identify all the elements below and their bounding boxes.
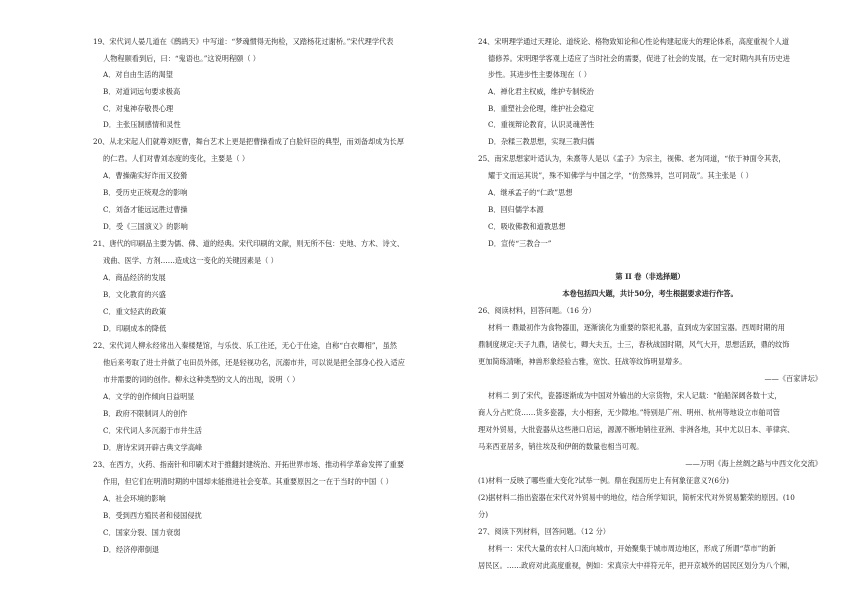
q22-stem: 市井需要的词的创作。柳永这种类型的文人的出现，说明（ ） (103, 375, 300, 384)
q24-stem: 德修养。宋明理学客观上适应了当时社会的需要，促进了社会的发展，在一定时期内具有历史进 (488, 54, 790, 63)
q25-option-b: B．回归儒学本源 (488, 205, 544, 214)
q20-option-c: C．刘备才能远远胜过曹操 (103, 205, 188, 214)
q19-option-a: A．对自由生活的渴望 (103, 70, 173, 79)
q21-option-b: B．文化教育的兴盛 (103, 290, 166, 299)
part-ii-note: 本卷包括四大题，共计50分，考生根据要求进行作答。 (562, 289, 738, 298)
q26-material1: 更加简练清晰，神兽形象经验古雅，宽饮、狂战等纹饰明显增多。 (478, 357, 687, 366)
q27-material1: 材料一：宋代大量的农村人口流向城市，开始聚集于城市周边地区，形成了所谓“草市”的新 (488, 544, 776, 553)
q21-option-d: D．印刷成本的降低 (103, 324, 167, 333)
q19-option-b: B．对道词远句要求极高 (103, 87, 181, 96)
q27-material1: 居民区。……政府对此高度重视，例如：宋真宗大中祥符元年，把开京城外的居民区划分为八个厢， (478, 561, 795, 570)
q23-option-d: D．经济停滞倒退 (103, 545, 160, 554)
q22-stem: 22、宋代词人柳永经常出入秦楼楚馆，与乐伎、乐工往还，无心于仕途，自称“白衣卿相”，虽然 (93, 341, 397, 350)
q21-stem: 21、唐代的印刷品主要为儒、佛、道的经典。宋代印刷的文献，则无所不包：史地、方术、诗文、 (93, 239, 405, 248)
q19-stem: 人物程颐看到后，曰：“鬼语也。”这说明程颐（ ） (103, 54, 260, 63)
q20-stem: 的仁君。人们对曹刘态度的变化，主要是（ ） (103, 154, 250, 163)
q26-material1: 鼎制度规定:天子九鼎，诸侯七，卿大夫五，士三，春秋战国时期，风气大开，思想活跃，鼎的纹饰 (478, 340, 790, 349)
q25-option-c: C．吸收佛教和道教思想 (488, 222, 566, 231)
q25-stem: 耀于文而运其说”，殊不知佛学与中国之学，“仿然殊异，岂可同哉”。其主张是（ ） (488, 171, 753, 180)
q22-stem: 他后来考取了进士并做了屯田员外郎，还是轻视功名，沉溺市井，可以说是把全部身心投入适应 (103, 358, 405, 367)
q19-stem: 19、宋代词人晏几道在《鹧鸪天》中写道：“梦魂惯得无拘检，又踏杨花过谢桥。”宋代理学代表 (93, 37, 394, 46)
q24-stem: 24、宋明理学通过天理论、道统论、格物致知论和心性论构建起庞大的理论体系，高度重视个人道 (478, 37, 790, 46)
q26-material2: 理对外贸易，大批瓷器从这些港口启运，源源不断地销往亚洲、非洲各地，其中尤以日本、菲律宾、 (478, 425, 795, 434)
q21-option-a: A．商品经济的发展 (103, 273, 166, 282)
q26-material1: 材料一 鼎最初作为食物器皿，逐渐演化为重要的祭祀礼器，直到成为家国宝器。西周时期的用 (488, 323, 785, 332)
q27-heading: 27、阅读下列材料，回答问题。（12 分） (478, 527, 610, 536)
q20-option-b: B．受历史正统观念的影响 (103, 188, 188, 197)
q26-material1-source: ——《百家讲坛》 (764, 374, 822, 383)
q26-material2: 材料二 到了宋代，瓷器逐渐成为中国对外输出的大宗货物，宋人记载：“舶船深阔各数十丈， (488, 391, 782, 400)
q24-option-b: B．重塑社会伦理，维护社会稳定 (488, 104, 594, 113)
q26-heading: 26、阅读材料，回答问题。（16 分） (478, 306, 596, 315)
q21-stem: 戏曲、医学、方剂……造成这一变化的关键因素是（ ） (103, 256, 278, 265)
q23-option-b: B．受到西方殖民者和侵国侵扰 (103, 511, 202, 520)
q23-stem: 作用，但它们在明清时期的中国却未能推进社会变革。其重要原因之一在于当时的中国（ ） (103, 477, 393, 486)
q24-option-a: A．禅化君主权威，维护专制统治 (488, 87, 594, 96)
q23-option-a: A．社会环境的影响 (103, 494, 166, 503)
q25-option-d: D．宣传“三教合一” (488, 239, 552, 248)
q22-option-b: B．政府不限制词人的创作 (103, 409, 188, 418)
q23-option-c: C．国家分裂、国力衰弱 (103, 528, 181, 537)
q26-question-2: (2)据材料二指出瓷器在宋代对外贸易中的地位，结合所学知识，简析宋代对外贸易繁荣的原因。(10 (478, 493, 795, 502)
q20-stem: 20、从北宋起人们就尊刘贬曹，舞台艺术上更是把曹操看成了白脸奸臣的典型，而刘备却成为长厚 (93, 137, 405, 146)
part-ii-title: 第 II 卷（非选择题） (615, 272, 685, 281)
q26-question-1: (1)材料一反映了哪些重大变化?试举一例。鼎在我国历史上有何象征意义?(6分) (478, 476, 729, 485)
q19-option-d: D．主张压制感情和灵性 (103, 120, 181, 129)
q26-question-2: 分) (478, 510, 488, 519)
q20-option-d: D．受《三国演义》的影响 (103, 222, 188, 231)
q26-material2-source: ——万明《海上丝绸之路与中西文化交流》 (685, 459, 822, 468)
q19-option-c: C．对鬼神存敬畏心理 (103, 104, 174, 113)
q23-stem: 23、在西方，火药、指南针和印刷术对于推翻封建统治、开拓世界市场、推动科学革命发挥了重要 (93, 460, 405, 469)
q26-material2: 马来西亚居多，销往埃及和伊朗的数量也相当可观。 (478, 442, 644, 451)
q22-option-a: A．文学的创作倾向日益明显 (103, 392, 195, 401)
q25-option-a: A．继承孟子的“仁政”思想 (488, 188, 573, 197)
q24-stem: 步性。其进步性主要体现在（ ） (488, 70, 591, 79)
q22-option-c: C．宋代词人多沉溺于市井生活 (103, 426, 202, 435)
q21-option-c: C．重文轻武的政策 (103, 307, 167, 316)
q22-option-d: D．唐诗宋词开辟古典文学高峰 (103, 443, 203, 452)
q24-option-c: C．重视辩论教育，认识灵魂善性 (488, 120, 595, 129)
q26-material2: 商人分占贮货……货多瓷器，大小相套，无少隙地。”特别是广州、明州、杭州等地设立市舶司管 (478, 408, 780, 417)
q24-option-d: D．杂糅三教思想，实现三教归儒 (488, 137, 595, 146)
q25-stem: 25、南宋思想家叶适认为，朱熹等人是以《孟子》为宗主，视佛、老为同道，“依于神面令其表， (478, 154, 786, 163)
q20-option-a: A．曹操确实好诈而又狡猾 (103, 171, 188, 180)
